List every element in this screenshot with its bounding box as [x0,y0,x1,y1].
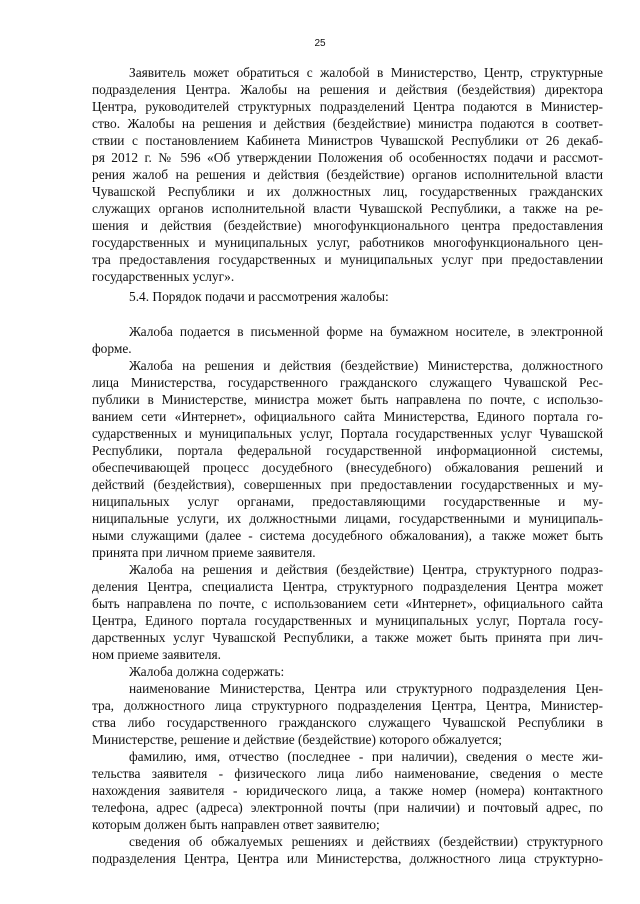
text-line: лица Министерства, государственного гражданского служащего Чувашской Рес- [92,375,603,390]
text-line: наименование Министерства, Центра или структурного подразделения Цен- [129,681,603,696]
text-line: Жалоба на решения и действия (бездействие) Министерства, должностного [129,358,603,373]
text-line: сведения об обжалуемых решениях и действиях (бездействии) структурного [129,834,603,849]
text-line: ство. Жалобы на решения и действия (бездействие) министра подаются в соответ- [92,116,603,131]
text-line: 5.4. Порядок подачи и рассмотрения жалобы: [129,289,389,304]
text-line: Жалоба на решения и действия (бездействие) Центра, структурного подраз- [129,562,603,577]
text-line: сударственных и муниципальных услуг, Портала государственных услуг Чувашской [92,426,603,441]
text-line: фамилию, имя, отчество (последнее - при наличии), сведения о месте жи- [129,749,603,764]
text-line: тра, должностного лица структурного подразделения Центра, Центра, Министер- [92,698,603,713]
text-line: ниципальных услуг органами, предоставляющими государственные и му- [92,494,603,509]
text-line: телефона, адрес (адреса) электронной почты (при наличии) и почтовый адрес, по [92,800,603,815]
text-line: Центра, руководителей структурных подразделений Центра подаются в Министер- [92,99,603,114]
text-line: Центра, Единого портала государственных и муниципальных услуг, Портала госу- [92,613,603,628]
text-line: Жалоба подается в письменной форме на бумажном носителе, в электронной [129,324,603,339]
text-line: Министерстве, решение и действие (бездействие) которого обжалуется; [92,732,503,747]
text-line: Чувашской Республики и их должностных лиц, государственных гражданских [92,184,603,199]
text-line: Жалоба должна содержать: [129,664,285,679]
text-line: рения жалоб на решения и действия (бездействие) органов исполнительной власти [92,167,603,182]
text-line: подразделения Центра, Центра или Министерства, должностного лица структурно- [92,851,603,866]
text-line: быть направлена по почте, с использованием сети «Интернет», официального сайта [92,596,603,611]
text-line: которым должен быть направлен ответ заявителю; [92,817,380,832]
text-line: ными служащими (далее - система досудебного обжалования), а также может быть [92,528,603,543]
text-line: государственных и муниципальных услуг, работников многофункционального цен- [92,235,603,250]
text-line: форме. [92,341,132,356]
text-line: служащих органов исполнительной власти Чувашской Республики, а также на ре- [92,201,603,216]
text-line: подразделения Центра. Жалобы на решения и действия (бездействия) директора [92,82,603,97]
text-line: нахождения заявителя - юридического лица, а также номер (номера) контактного [92,783,603,798]
text-line: ванием сети «Интернет», официального сайта Министерства, Единого портала го- [92,409,603,424]
text-line: государственных услуг». [92,269,235,284]
text-line: тельства заявителя - физического лица либо наименование, сведения о месте [92,766,603,781]
text-line: действий (бездействия), совершенных при предоставлении государственных и му- [92,477,603,492]
text-line: ном приеме заявителя. [92,647,222,662]
text-line: тра предоставления государственных и муниципальных услуг при предоставлении [92,252,603,267]
text-line: деления Центра, специалиста Центра, структурного подразделения Центра может [92,579,603,594]
text-line: шения и действия (бездействие) многофункционального центра предоставления [92,218,603,233]
text-line: ниципальные услуги, их должностными лицами, государственными и муниципаль- [92,511,603,526]
text-line: Республики, портала федеральной государственной информационной системы, [92,443,603,458]
text-line: ря 2012 г. № 596 «Об утверждении Положения об особенностях подачи и рассмот- [92,150,603,165]
text-line: Заявитель может обратиться с жалобой в Министерство, Центр, структурные [129,65,603,80]
text-line: ства либо государственного гражданского служащего Чувашской Республики в [92,715,603,730]
text-line: ствии с постановлением Кабинета Министров Чувашской Республики от 26 декаб- [92,133,603,148]
text-line: обеспечивающей процесс досудебного (внесудебного) обжалования решений и [92,460,603,475]
page-number: 25 [314,38,326,49]
text-line: принята при личном приеме заявителя. [92,545,316,560]
text-line: публики в Министерстве, министра может быть направлена по почте, с использо- [92,392,603,407]
text-line: дарственных услуг Чувашской Республики, а также может быть принята при лич- [92,630,603,645]
